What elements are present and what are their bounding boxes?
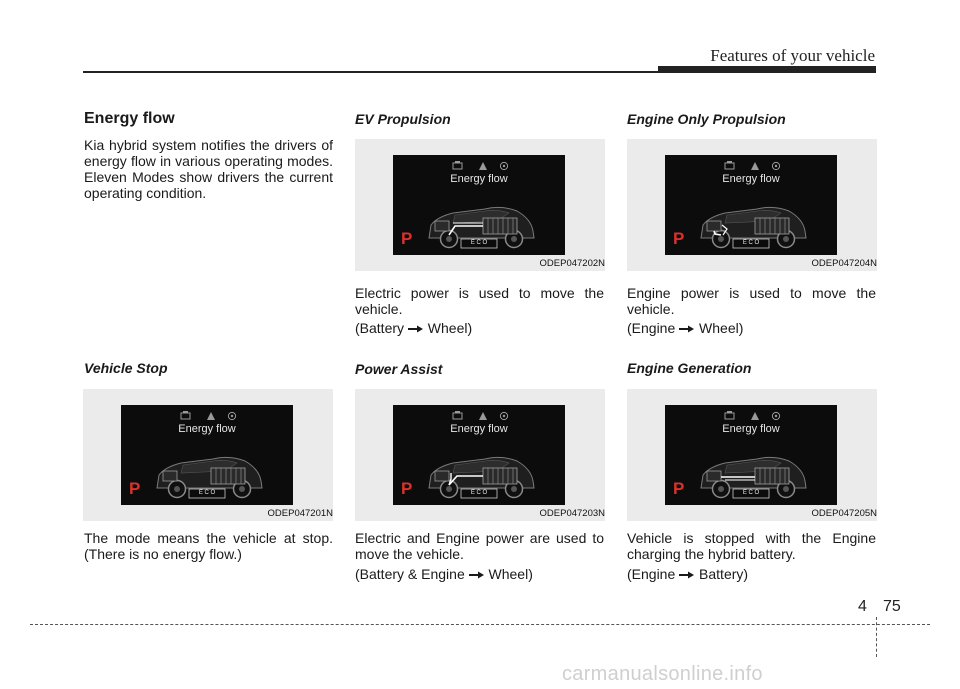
engine-only-flow xyxy=(627,320,743,336)
arrow-right-icon xyxy=(469,570,485,580)
gear-indicator: P xyxy=(129,479,141,498)
engine-generation-flow xyxy=(627,566,748,582)
chapter-number: 4 xyxy=(858,598,867,615)
eco-indicator: E C O xyxy=(742,490,760,496)
footer-rule xyxy=(30,624,930,625)
power-assist-text: Electric and Engine power are used to move the vehicle. xyxy=(355,530,604,562)
energy-flow-screen xyxy=(393,405,565,505)
eco-indicator: E C O xyxy=(742,240,760,246)
screen-title: Energy flow xyxy=(722,173,780,185)
gear-indicator: P xyxy=(401,479,413,498)
energy-flow-screen xyxy=(665,405,837,505)
footer-divider xyxy=(876,617,877,657)
screen-title: Energy flow xyxy=(450,423,508,435)
arrow-right-icon xyxy=(679,570,695,580)
power-assist-figure xyxy=(355,389,605,521)
flow-source: (Battery & Engine xyxy=(355,566,465,582)
energy-flow-screen xyxy=(665,155,837,255)
eco-indicator: E C O xyxy=(470,240,488,246)
eco-indicator: E C O xyxy=(470,490,488,496)
gear-indicator: P xyxy=(673,479,685,498)
ev-propulsion-title: EV Propulsion xyxy=(355,111,451,127)
vehicle-stop-text: The mode means the vehicle at stop. (There is no energy flow.) xyxy=(84,530,333,562)
flow-target: Wheel) xyxy=(488,566,533,582)
flow-source: (Battery xyxy=(355,320,405,336)
energy-flow-screen xyxy=(393,155,565,255)
page-number: 75 xyxy=(883,598,901,615)
vehicle-stop-figure xyxy=(83,389,333,521)
ev-propulsion-flow xyxy=(355,320,472,336)
figure-code: ODEP047205N xyxy=(811,508,877,519)
screen-title: Energy flow xyxy=(178,423,236,435)
arrow-right-icon xyxy=(679,324,695,334)
flow-source: (Engine xyxy=(627,566,676,582)
screen-title: Energy flow xyxy=(450,173,508,185)
gear-indicator: P xyxy=(401,229,413,248)
eco-indicator: E C O xyxy=(198,490,216,496)
engine-generation-figure xyxy=(627,389,877,521)
figure-code: ODEP047203N xyxy=(539,508,605,519)
watermark: carmanualsonline.info xyxy=(562,663,763,685)
engine-only-text: Engine power is used to move the vehicle. xyxy=(627,285,876,317)
ev-propulsion-figure xyxy=(355,139,605,271)
engine-only-figure xyxy=(627,139,877,271)
engine-generation-text: Vehicle is stopped with the Engine charging the hybrid battery. xyxy=(627,530,876,562)
flow-target: Wheel) xyxy=(699,320,744,336)
figure-code: ODEP047201N xyxy=(267,508,333,519)
running-header: Features of your vehicle xyxy=(710,46,875,65)
figure-code: ODEP047202N xyxy=(539,258,605,269)
flow-target: Wheel) xyxy=(427,320,473,336)
ev-propulsion-text: Electric power is used to move the vehicle. xyxy=(355,285,604,317)
arrow-right-icon xyxy=(408,324,424,334)
power-assist-flow xyxy=(355,566,533,582)
engine-generation-title: Engine Generation xyxy=(627,360,752,376)
section-title: Energy flow xyxy=(84,110,175,127)
screen-title: Energy flow xyxy=(722,423,780,435)
header-rule xyxy=(83,71,876,73)
energy-flow-screen xyxy=(121,405,293,505)
figure-code: ODEP047204N xyxy=(811,258,877,269)
engine-only-title: Engine Only Propulsion xyxy=(627,111,786,127)
intro-paragraph: Kia hybrid system notifies the drivers of energy flow in various operating modes. Eleven Modes show drivers the current operating condition. xyxy=(84,137,333,201)
power-assist-title: Power Assist xyxy=(355,361,443,377)
flow-target: Battery) xyxy=(699,566,749,582)
gear-indicator: P xyxy=(673,229,685,248)
vehicle-stop-title: Vehicle Stop xyxy=(84,360,168,376)
flow-source: (Engine xyxy=(627,320,676,336)
